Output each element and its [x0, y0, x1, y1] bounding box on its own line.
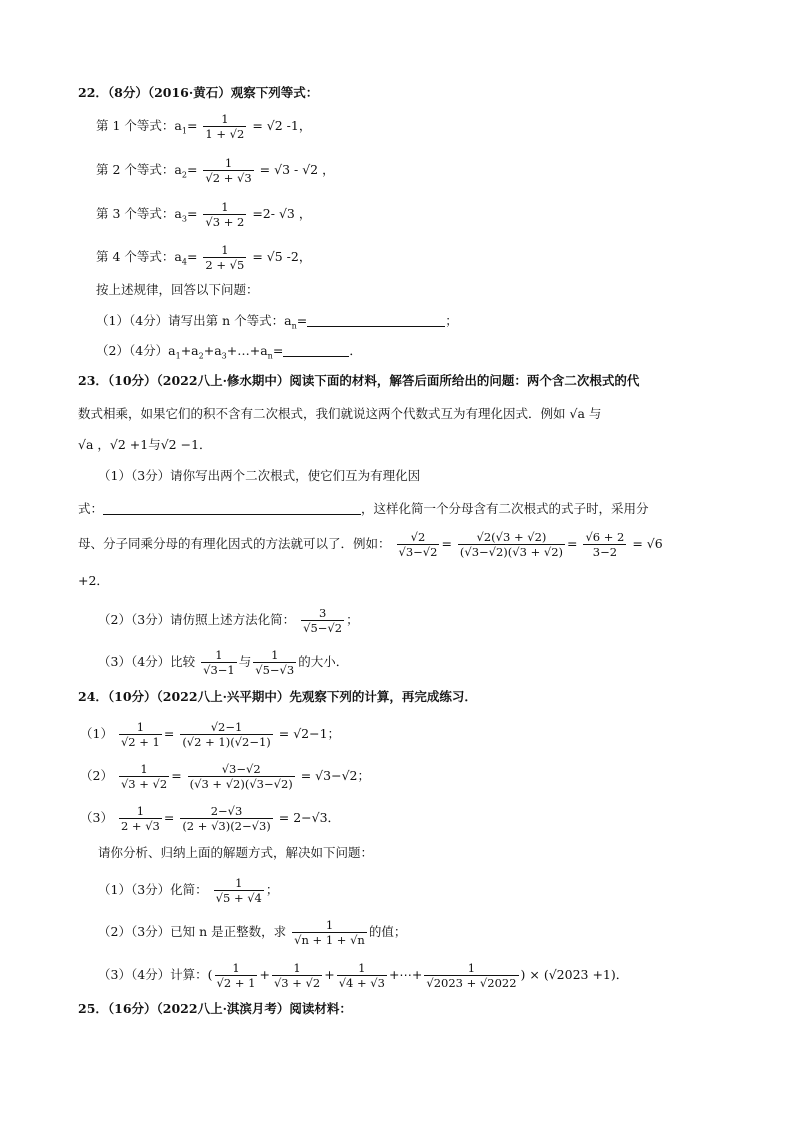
numerator: 1: [337, 961, 387, 976]
result: = √3−√2；: [300, 768, 370, 783]
numerator: 1: [253, 648, 296, 663]
part-text: 母、分子同乘分母的有理化因式的方法就可以了．例如：: [78, 536, 391, 551]
numerator: 1: [214, 876, 264, 891]
fraction: [119, 762, 169, 791]
fraction: [201, 648, 237, 677]
numerator: √2−1: [180, 720, 272, 735]
part-text: （1）（3分）化简：: [98, 882, 208, 897]
fraction: [215, 961, 258, 990]
denominator: √2 + √3: [205, 171, 252, 185]
fraction: [119, 804, 162, 833]
numerator: 1: [201, 648, 237, 663]
eq-sign: =: [186, 249, 198, 264]
fraction: [203, 156, 253, 185]
result: = 2−√3．: [278, 810, 341, 825]
eq-rhs: = √3 - √2 ，: [259, 162, 335, 177]
part-text: （2）（3分）已知 n 是正整数，求: [98, 924, 287, 939]
plus-a: +a: [180, 343, 199, 358]
part-text: （2）（3分）请仿照上述方法化简：: [98, 612, 296, 627]
fraction: [301, 606, 344, 635]
denominator: 2 + √5: [205, 258, 245, 272]
q22-part-2: [96, 342, 362, 366]
dots-a: +…+a: [226, 343, 268, 358]
part-end: ；: [265, 882, 279, 897]
denominator: 2 + √3: [120, 819, 160, 833]
eq-subscript: n: [291, 321, 297, 331]
denominator: √5 + √4: [215, 891, 262, 905]
q24-heading: 24．（10分）（2022八上·兴平期中）先观察下列的计算，再完成练习．: [78, 689, 477, 704]
eq-rhs: = √2 -1，: [252, 118, 312, 133]
q25-heading: 25．（16分）（2022八上·淇滨月考）阅读材料：: [78, 1001, 352, 1016]
numerator: √2(√3 + √2): [458, 530, 565, 545]
part-text: （3）（4分）比较: [98, 654, 196, 669]
denominator: 3−2: [592, 545, 618, 559]
example-label: （1）: [80, 726, 113, 741]
denominator: √3 + √2: [273, 976, 321, 990]
part-text: 与: [238, 654, 252, 669]
eq-rhs: =2- √3 ，: [252, 206, 312, 221]
q22-equation-2: [96, 156, 335, 185]
eq-prefix: 第 3 个等式：a: [96, 206, 182, 221]
numerator: 1: [203, 112, 246, 127]
q23-part-3: [98, 648, 348, 677]
eq-rhs: = √5 -2，: [252, 249, 312, 264]
part-end: 的大小．: [298, 654, 349, 669]
eq-subscript: 3: [181, 214, 187, 224]
sub-1: 1: [175, 351, 181, 361]
eq-sign: =: [186, 162, 198, 177]
denominator: (√3 + √2)(√3−√2): [189, 777, 293, 791]
q22-equation-1: [96, 112, 311, 141]
q24-part-2: [98, 918, 406, 947]
q23-part-1-line-2: [78, 500, 649, 518]
fraction: [424, 961, 518, 990]
example-label: （2）: [80, 768, 113, 783]
fraction: [272, 961, 322, 990]
numerator: 3: [301, 606, 344, 621]
example-label: （3）: [80, 810, 113, 825]
denominator: √4 + √3: [338, 976, 385, 990]
q24-part-3: （3）（4分）计算：( $\frac{1}{√2 + 1}$ + $\frac{1}{√3 + √2}$ + $\frac{1}{√4 + √3}$ +⋯+ $\frac{1}{√2023 + √2022}$ ) × (√2023 +1)．: [98, 961, 629, 990]
result: = √6: [632, 536, 663, 551]
fraction: [337, 961, 387, 990]
q24-example-1: （1） $\frac{1}{√2 + 1}$ = $\frac{√2-1}{(√2 + 1)(√2-1)}$ = √2−1；: [80, 720, 341, 749]
sub-2: 2: [198, 351, 204, 361]
numerator: √3−√2: [188, 762, 295, 777]
q23-part-1-line-4: +2．: [78, 573, 109, 588]
q22-part-1: [96, 312, 458, 336]
part-text: （3）（4分）计算：(: [98, 967, 213, 982]
part-end: ) × (√2023 +1)．: [520, 967, 629, 982]
numerator: 1: [203, 156, 253, 171]
q24-intro: 请你分析、归纳上面的解题方式，解决如下问题：: [98, 845, 374, 860]
numerator: 1: [215, 961, 258, 976]
q23-line-3: √a ，√2 +1与√2 −1．: [78, 437, 212, 452]
fraction: [214, 876, 264, 905]
sub-n: n: [267, 351, 273, 361]
denominator: √3 + 2: [205, 215, 245, 229]
denominator: (√2 + 1)(√2−1): [182, 735, 271, 749]
eq-prefix: 第 4 个等式：a: [96, 249, 182, 264]
part-end: ；: [346, 612, 359, 627]
fraction: [458, 530, 565, 559]
sub-3: 3: [221, 351, 227, 361]
q23-part-1-line-1: （1）（3分）请你写出两个二次根式，使它们互为有理化因: [98, 468, 421, 483]
part-text: （2）（4分）a: [96, 343, 176, 358]
fraction: [253, 648, 296, 677]
denominator: √n + 1 + √n: [294, 933, 365, 947]
denominator: 1 + √2: [205, 127, 245, 141]
eq-subscript: 1: [181, 126, 187, 136]
numerator: 1: [203, 243, 246, 258]
denominator: √3−1: [203, 663, 235, 677]
part-end: ．: [349, 343, 362, 358]
denominator: √5−√2: [303, 621, 343, 635]
numerator: 1: [292, 918, 367, 933]
eq-sign: =: [296, 313, 308, 328]
part-text: （1）（4分）请写出第 n 个等式：a: [96, 313, 292, 328]
fraction: [188, 762, 295, 791]
q23-heading: [78, 372, 639, 390]
q22-equation-3: [96, 200, 311, 229]
denominator: √3 + √2: [120, 777, 168, 791]
answer-blank[interactable]: [103, 501, 361, 515]
q24-example-2: （2） $\frac{1}{√3 + √2}$ = $\frac{√3-√2}{(√3 + √2)(√3-√2)}$ = √3−√2；: [80, 762, 370, 791]
numerator: √6 + 2: [585, 530, 625, 544]
part-end: ；: [445, 313, 458, 328]
denominator: (2 + √3)(2−√3): [182, 819, 271, 833]
ellipsis: +⋯+: [388, 967, 423, 982]
denominator: √2 + 1: [120, 735, 160, 749]
q23-part-2: [98, 606, 359, 635]
part-text: ，这样化简一个分母含有二次根式的式子时，采用分: [361, 501, 649, 516]
eq-prefix: 第 2 个等式：a: [96, 162, 182, 177]
part-text: 式：: [78, 501, 104, 516]
q22-rule-text: 按上述规律，回答以下问题：: [96, 282, 259, 297]
q24-example-3: （3） $\frac{1}{2 + √3}$ = $\frac{2-√3}{(2 + √3)(2-√3)}$ = 2−√3．: [80, 804, 341, 833]
q22-heading: 22．（8分）（2016·黄石）观察下列等式：: [78, 85, 319, 100]
eq-prefix: 第 1 个等式：a: [96, 118, 182, 133]
q23-line-1: 23．（10分）（2022八上·修水期中）阅读下面的材料，解答后面所给出的问题：两个含二次根式的代: [78, 373, 640, 388]
eq-subscript: 4: [181, 257, 187, 267]
numerator: 1: [272, 961, 322, 976]
denominator: (√3−√2)(√3 + √2): [459, 545, 563, 559]
fraction: [203, 112, 246, 141]
q22-equation-4: [96, 243, 311, 272]
numerator: 2−√3: [180, 804, 272, 819]
eq-sign: =: [272, 343, 284, 358]
fraction: [292, 918, 367, 947]
denominator: √2 + 1: [216, 976, 256, 990]
denominator: √3−√2: [398, 545, 438, 559]
numerator: 1: [119, 804, 162, 819]
plus-a: +a: [203, 343, 222, 358]
fraction: [203, 200, 246, 229]
numerator: 1: [203, 200, 246, 215]
fraction: [180, 804, 272, 833]
q23-part-1-line-3: 母、分子同乘分母的有理化因式的方法就可以了．例如： $\frac{√2}{√3-√2}$ = $\frac{√2(√3 + √2)}{(√3-√2)(√3 + √2)}$ = $\frac{√6 + 2}{3-2}$ = √6: [78, 530, 663, 559]
denominator: √5−√3: [255, 663, 295, 677]
numerator: 1: [424, 961, 518, 976]
numerator: 1: [119, 762, 169, 777]
fraction: [583, 530, 626, 559]
answer-blank[interactable]: [283, 343, 349, 357]
denominator: √2023 + √2022: [426, 976, 517, 990]
numerator: 1: [119, 720, 162, 735]
fraction: [203, 243, 246, 272]
eq-sign: =: [186, 206, 198, 221]
numerator: √2: [397, 530, 440, 545]
part-end: 的值；: [368, 924, 407, 939]
fraction: [119, 720, 162, 749]
result: = √2−1；: [278, 726, 341, 741]
answer-blank[interactable]: [307, 313, 445, 327]
q23-line-2: 数式相乘，如果它们的积不含有二次根式，我们就说这两个代数式互为有理化因式．例如 √a 与: [78, 406, 602, 421]
fraction: [397, 530, 440, 559]
eq-sign: =: [186, 118, 198, 133]
eq-subscript: 2: [181, 170, 187, 180]
fraction: [180, 720, 272, 749]
q24-part-1: [98, 876, 278, 905]
